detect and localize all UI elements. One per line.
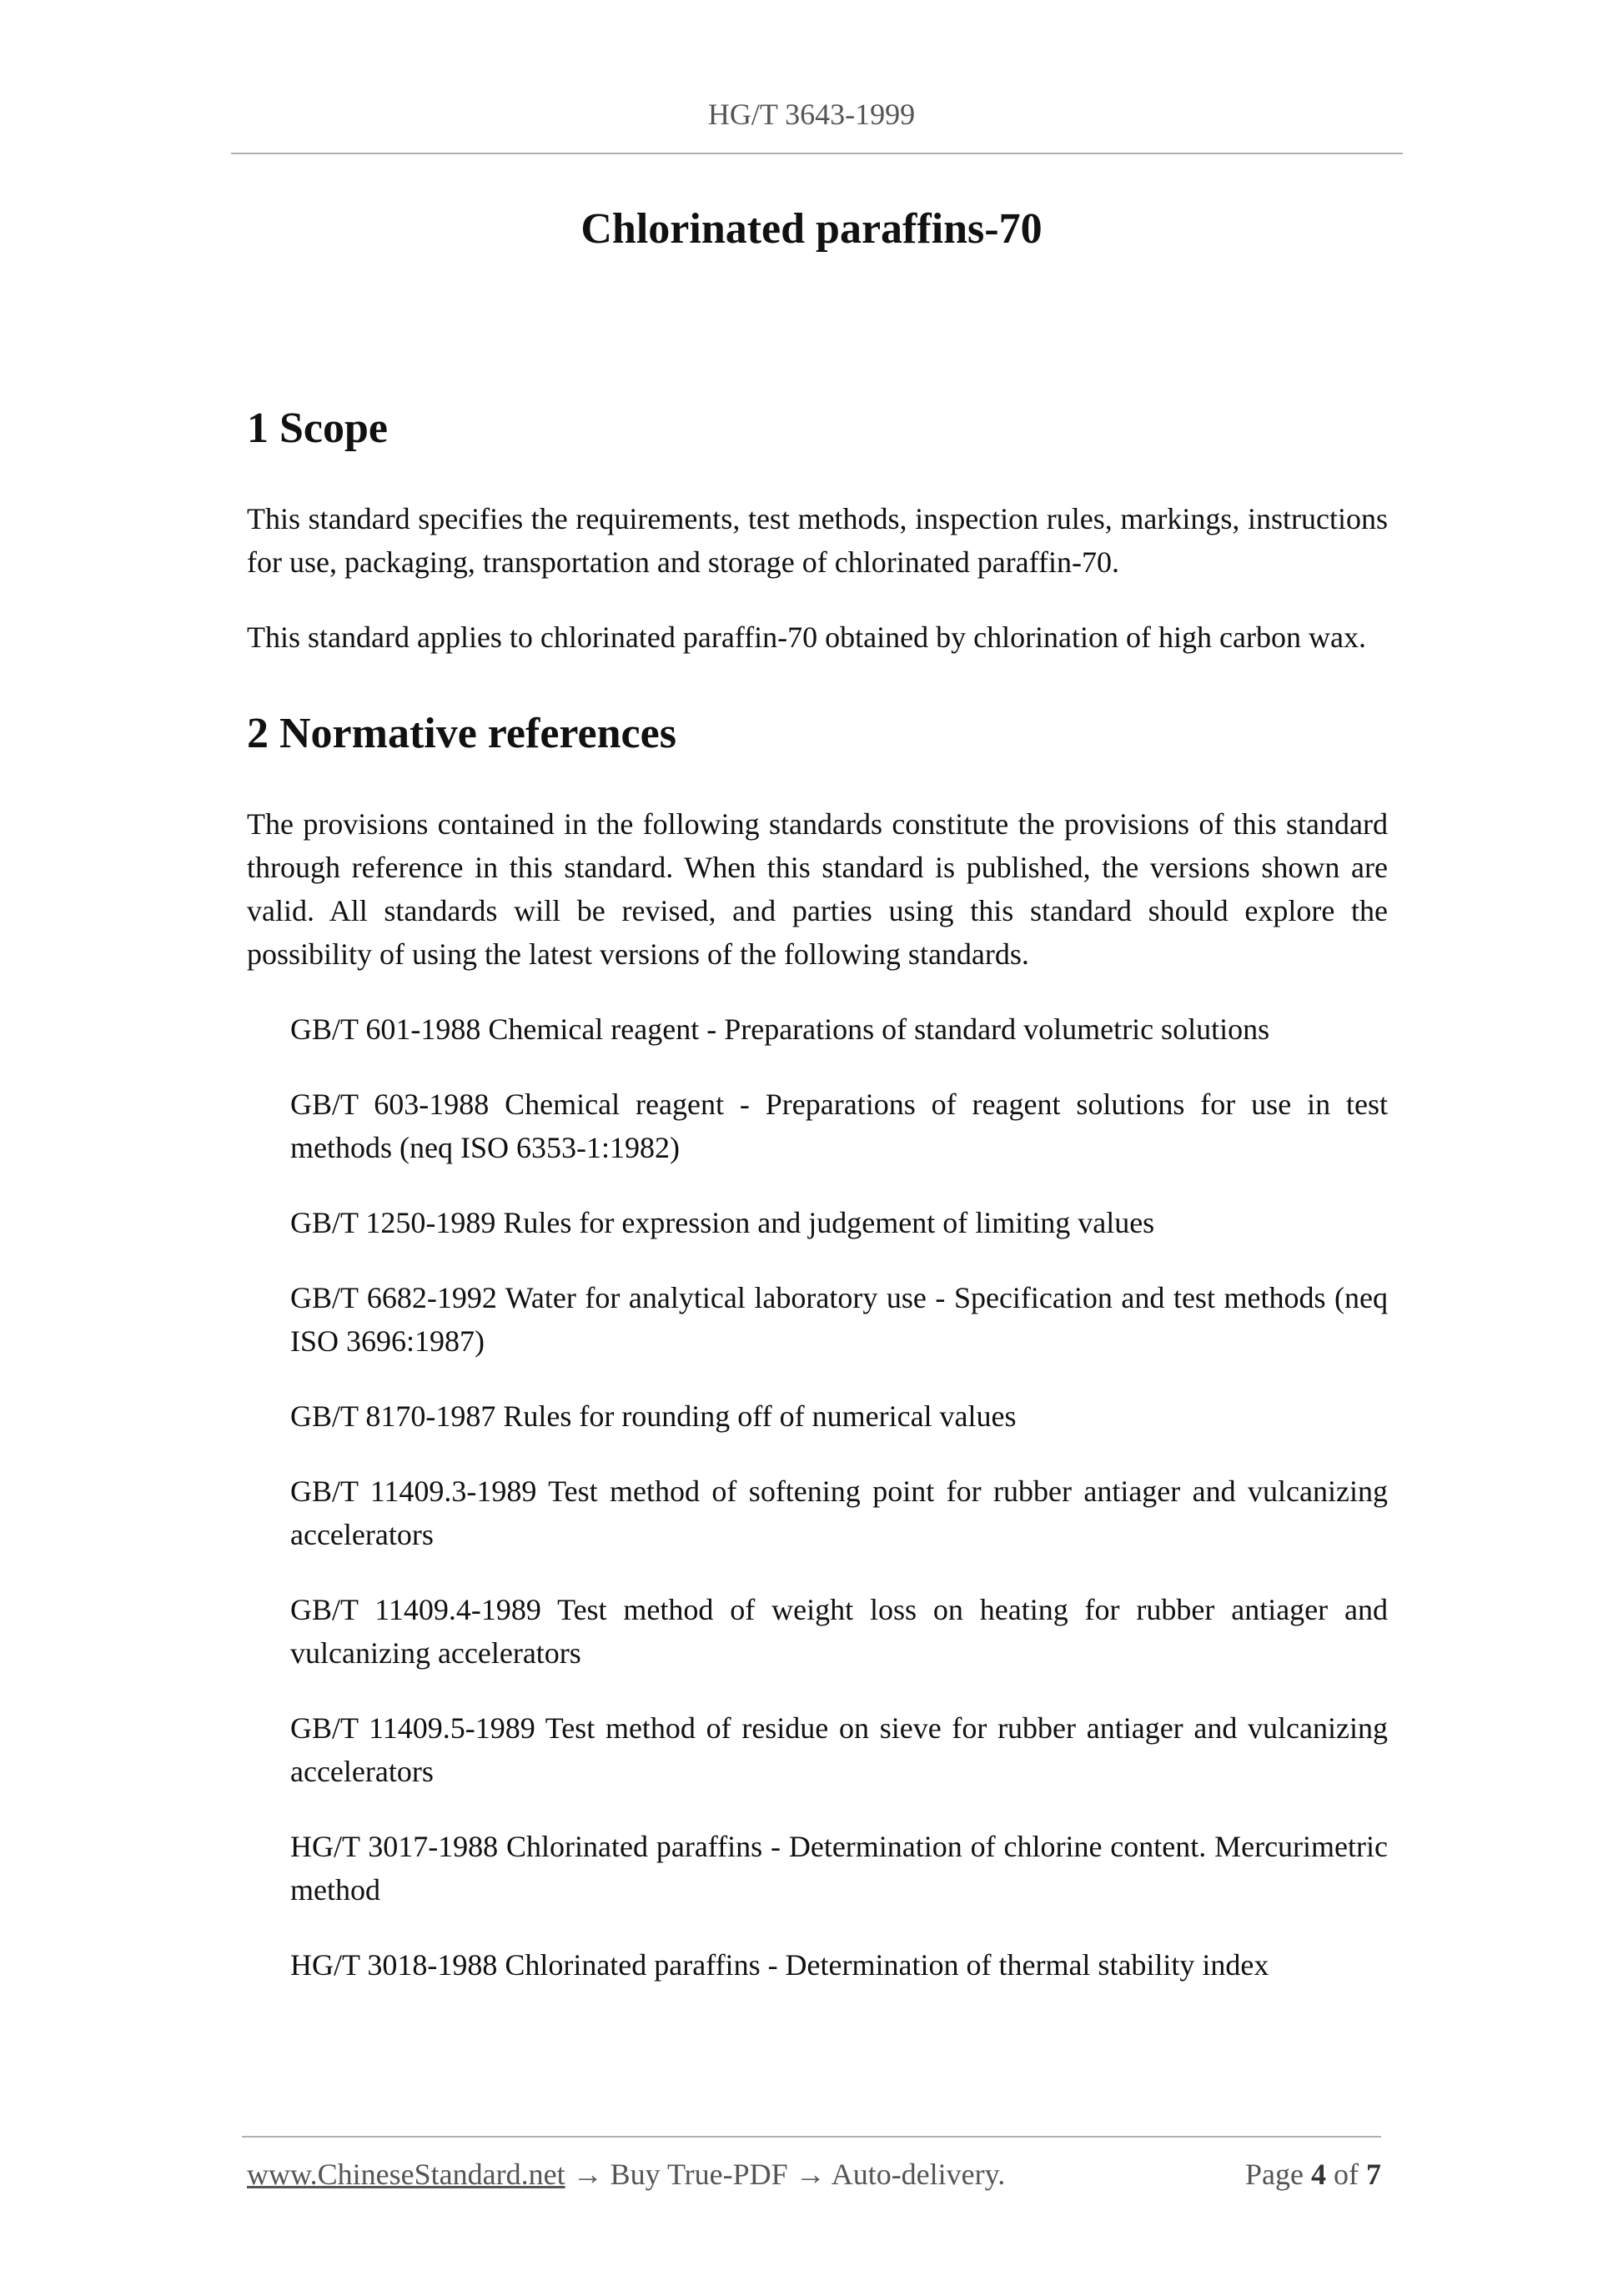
header-standard-code: HG/T 3643-1999 [707,98,916,131]
total-pages-number: 7 [1366,2158,1381,2191]
reference-list [247,1007,1388,1987]
references-intro-paragraph: The provisions contained in the following standards constitute the provisions of this standard through reference in this standard. When this standard is published, the versions shown are valid. All standards will be revised, and parties using this standard should explore the possibility of using the latest versions of the following standards. [247,807,1388,971]
page-indicator [1245,2157,1381,2192]
page-of-label: of [1334,2158,1359,2191]
reference-item: GB/T 11409.3-1989 Test method of softening point for rubber antiager and vulcanizing accelerators [290,1475,1388,1551]
current-page-number: 4 [1311,2158,1326,2191]
document-title: Chlorinated paraffins-70 [580,205,1043,253]
page-label: Page [1245,2158,1304,2191]
footer-promo [247,2157,1005,2192]
reference-item: HG/T 3018-1988 Chlorinated paraffins - Determination of thermal stability index [290,1948,1269,1982]
reference-item: GB/T 11409.5-1989 Test method of residue on sieve for rubber antiager and vulcanizing accelerators [290,1711,1388,1788]
reference-item: GB/T 1250-1989 Rules for expression and judgement of limiting values [290,1206,1155,1239]
footer-divider [242,2136,1381,2138]
reference-item: GB/T 11409.4-1989 Test method of weight loss on heating for rubber antiager and vulcanizing accelerators [290,1593,1388,1670]
reference-item: GB/T 8170-1987 Rules for rounding off of numerical values [290,1399,1017,1433]
reference-item: GB/T 603-1988 Chemical reagent - Preparations of reagent solutions for use in test methods (neq ISO 6353-1:1982) [290,1088,1388,1164]
section-heading-normative-references: 2 Normative references [247,710,676,757]
header-divider [231,153,1403,154]
reference-item: HG/T 3017-1988 Chlorinated paraffins - Determination of chlorine content. Mercurimetric method [290,1830,1388,1907]
footer-tagline: → Buy True-PDF → Auto-delivery. [565,2158,1006,2191]
section-heading-scope: 1 Scope [247,404,388,452]
reference-item: GB/T 6682-1992 Water for analytical laboratory use - Specification and test methods (neq ISO 3696:1987) [290,1281,1388,1358]
website-link[interactable]: www.ChineseStandard.net [247,2158,565,2191]
scope-paragraph: This standard specifies the requirements, test methods, inspection rules, markings, instructions for use, packaging, transportation and storage of chlorinated paraffin-70. [247,502,1388,579]
reference-item: GB/T 601-1988 Chemical reagent - Preparations of standard volumetric solutions [290,1012,1270,1046]
scope-paragraph: This standard applies to chlorinated paraffin-70 obtained by chlorination of high carbon wax. [247,620,1366,654]
document-body [247,399,1388,2018]
